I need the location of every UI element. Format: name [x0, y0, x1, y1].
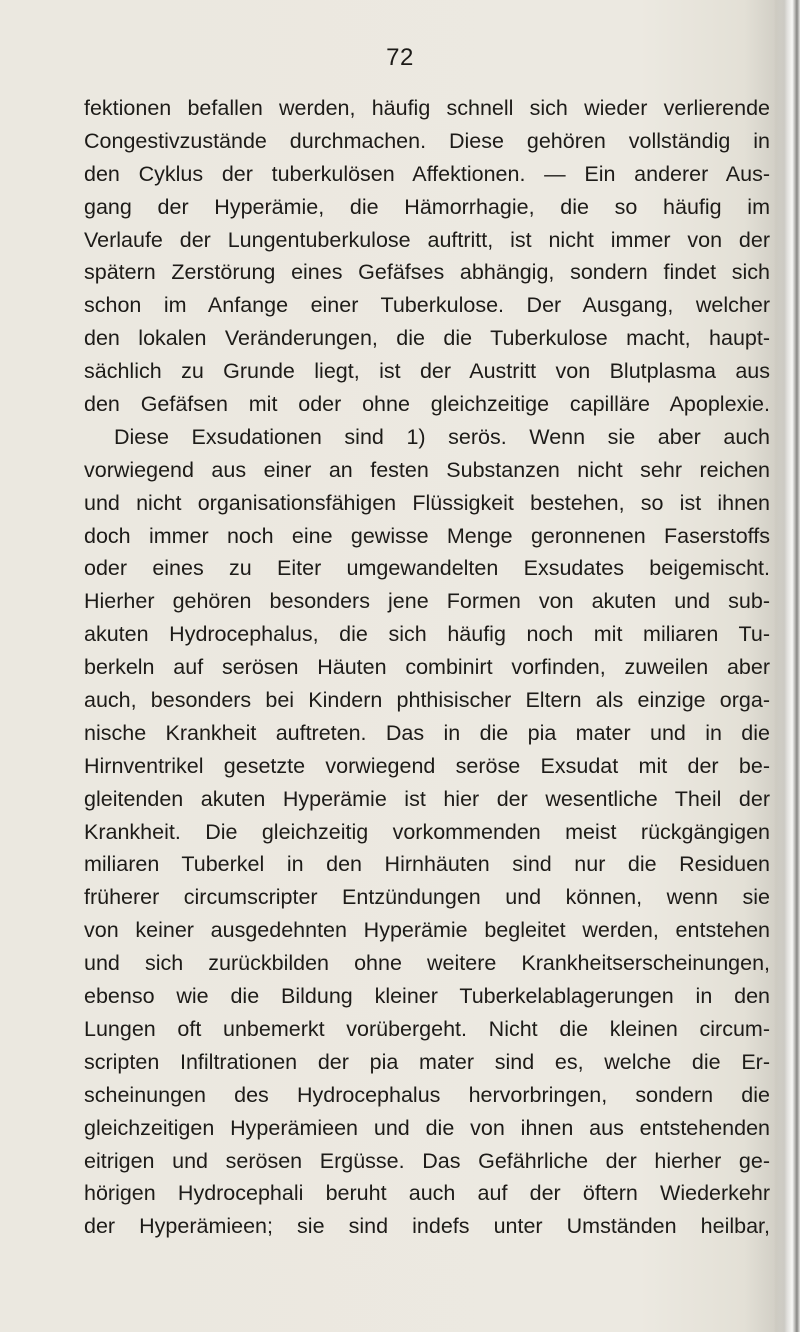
- text-line: akuten Hydrocephalus, die sich häufig noch mit miliaren Tu-: [84, 622, 770, 647]
- text-line: spätern Zerstörung eines Gefäfses abhängig, sondern findet sich: [84, 260, 770, 285]
- text-line: gleichzeitigen Hyperämieen und die von ihnen aus entstehenden: [84, 1115, 770, 1140]
- page-number: 72: [386, 44, 414, 71]
- text-line: fektionen befallen werden, häufig schnell sich wieder verlierende: [84, 96, 770, 120]
- text-line: ebenso wie die Bildung kleiner Tuberkelablagerungen in den: [84, 984, 770, 1009]
- text-line: Congestivzustände durchmachen. Diese gehören vollständig in: [84, 128, 770, 153]
- text-line: der Hyperämieen; sie sind indefs unter Umständen heilbar,: [84, 1214, 770, 1239]
- body-text: [84, 92, 770, 1243]
- text-line: oder eines zu Eiter umgewandelten Exsudates beigemischt.: [84, 556, 770, 581]
- text-line: auch, besonders bei Kindern phthisischer Eltern als einzige orga-: [84, 688, 770, 713]
- text-line: sächlich zu Grunde liegt, ist der Austritt von Blutplasma aus: [84, 359, 770, 384]
- text-line: gleitenden akuten Hyperämie ist hier der wesentliche Theil der: [84, 786, 770, 811]
- text-line: den lokalen Veränderungen, die die Tuberkulose macht, haupt-: [84, 326, 770, 351]
- text-line: Diese Exsudationen sind 1) serös. Wenn sie aber auch: [114, 424, 770, 449]
- text-line: doch immer noch eine gewisse Menge geronnenen Faserstoffs: [84, 523, 770, 548]
- text-line: Lungen oft unbemerkt vorübergeht. Nicht die kleinen circum-: [84, 1016, 770, 1041]
- page-edge-shadow: [774, 0, 800, 1332]
- text-line: von keiner ausgedehnten Hyperämie begleitet werden, entstehen: [84, 918, 770, 943]
- text-line: Verlaufe der Lungentuberkulose auftritt, ist nicht immer von der: [84, 227, 770, 252]
- text-line: eitrigen und serösen Ergüsse. Das Gefährliche der hierher ge-: [84, 1148, 770, 1173]
- text-line: scheinungen des Hydrocephalus hervorbringen, sondern die: [84, 1082, 770, 1107]
- text-line: vorwiegend aus einer an festen Substanzen nicht sehr reichen: [84, 457, 770, 482]
- text-line: den Cyklus der tuberkulösen Affektionen. — Ein anderer Aus-: [84, 161, 770, 186]
- text-line: Krankheit. Die gleichzeitig vorkommenden meist rückgängigen: [84, 819, 770, 844]
- text-line: hörigen Hydrocephali beruht auch auf der öftern Wiederkehr: [84, 1181, 770, 1206]
- text-line: und sich zurückbilden ohne weitere Krankheitserscheinungen,: [84, 951, 770, 976]
- text-line: gang der Hyperämie, die Hämorrhagie, die so häufig im: [84, 194, 770, 219]
- text-line: scripten Infiltrationen der pia mater sind es, welche die Er-: [84, 1049, 770, 1074]
- text-line: nische Krankheit auftreten. Das in die pia mater und in die: [84, 720, 770, 745]
- text-line: und nicht organisationsfähigen Flüssigkeit bestehen, so ist ihnen: [84, 490, 770, 515]
- text-line: Hirnventrikel gesetzte vorwiegend seröse Exsudat mit der be-: [84, 753, 770, 778]
- text-line: miliaren Tuberkel in den Hirnhäuten sind nur die Residuen: [84, 852, 770, 877]
- text-line: den Gefäfsen mit oder ohne gleichzeitige capilläre Apoplexie.: [84, 392, 770, 417]
- text-line: schon im Anfange einer Tuberkulose. Der Ausgang, welcher: [84, 293, 770, 318]
- text-line: früherer circumscripter Entzündungen und können, wenn sie: [84, 885, 770, 910]
- text-line: Hierher gehören besonders jene Formen von akuten und sub-: [84, 589, 770, 614]
- text-line: berkeln auf serösen Häuten combinirt vorfinden, zuweilen aber: [84, 655, 770, 680]
